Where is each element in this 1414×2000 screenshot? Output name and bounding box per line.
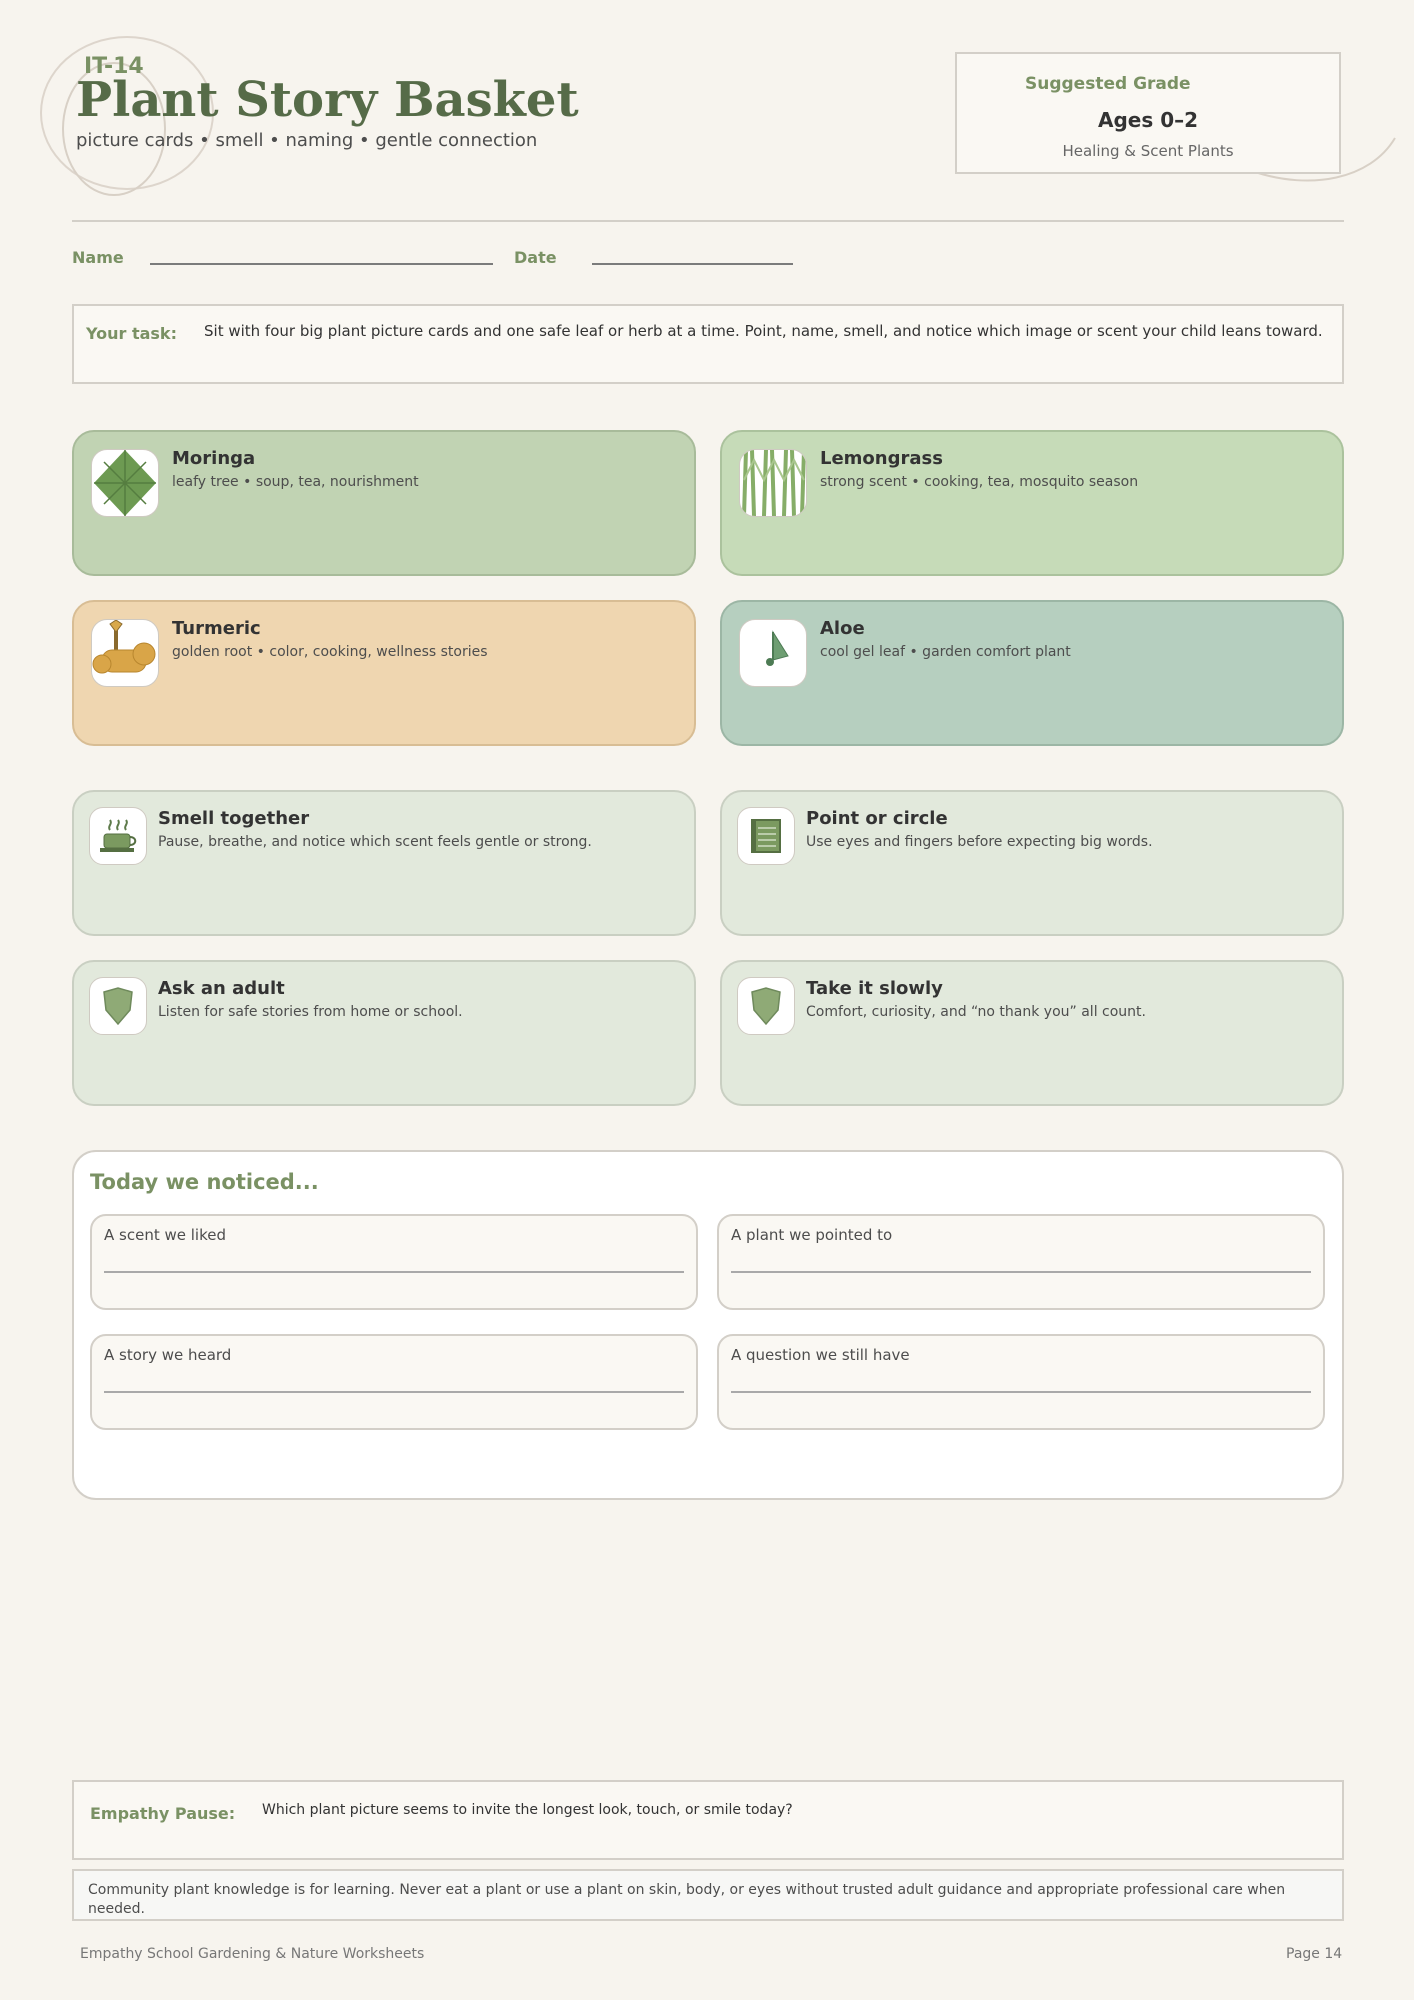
plant-description: strong scent • cooking, tea, mosquito season bbox=[820, 474, 1139, 490]
today-we-noticed-section bbox=[72, 1150, 1344, 1500]
tip-description: Use eyes and fingers before expecting big words. bbox=[806, 834, 1153, 850]
writing-line bbox=[104, 1391, 684, 1393]
task-text: Sit with four big plant picture cards and one safe leaf or herb at a time. Point, name, smell, and notice which image or scent your child leans toward. bbox=[204, 322, 1323, 340]
plant-card-moringa[interactable] bbox=[72, 430, 696, 576]
empathy-text: Which plant picture seems to invite the longest look, touch, or smile today? bbox=[262, 1802, 793, 1818]
grade-label: Suggested Grade bbox=[1025, 74, 1191, 94]
writing-line bbox=[731, 1271, 1311, 1273]
writing-line bbox=[731, 1391, 1311, 1393]
shield-leaf-icon bbox=[89, 977, 147, 1035]
lemongrass-icon bbox=[739, 449, 807, 517]
name-field[interactable] bbox=[150, 263, 493, 265]
page-title: Plant Story Basket bbox=[76, 72, 579, 128]
suggested-grade-box bbox=[955, 52, 1341, 174]
tip-title: Point or circle bbox=[806, 808, 948, 829]
task-box bbox=[72, 304, 1344, 384]
plant-name: Turmeric bbox=[172, 618, 261, 639]
plant-description: leafy tree • soup, tea, nourishment bbox=[172, 474, 419, 490]
notice-box-label: A plant we pointed to bbox=[731, 1226, 893, 1244]
task-label: Your task: bbox=[86, 324, 177, 343]
moringa-leaf-icon bbox=[91, 449, 159, 517]
plant-name: Aloe bbox=[820, 618, 865, 639]
empathy-label: Empathy Pause: bbox=[90, 1804, 236, 1823]
tip-title: Take it slowly bbox=[806, 978, 943, 999]
tip-title: Smell together bbox=[158, 808, 310, 829]
writing-line bbox=[104, 1271, 684, 1273]
turmeric-root-icon bbox=[91, 619, 159, 687]
notice-box-question[interactable] bbox=[717, 1334, 1325, 1430]
aloe-icon bbox=[739, 619, 807, 687]
plant-description: cool gel leaf • garden comfort plant bbox=[820, 644, 1071, 660]
name-label: Name bbox=[72, 248, 124, 267]
tip-description: Listen for safe stories from home or school. bbox=[158, 1004, 463, 1020]
safety-disclaimer bbox=[72, 1869, 1344, 1921]
notice-box-plant[interactable] bbox=[717, 1214, 1325, 1310]
tip-title: Ask an adult bbox=[158, 978, 285, 999]
notice-box-label: A question we still have bbox=[731, 1346, 910, 1364]
disclaimer-text: Community plant knowledge is for learning. Never eat a plant or use a plant on skin, body, or eyes without trusted adult guidance and appropriate professional care when needed. bbox=[88, 1882, 1286, 1917]
notice-box-scent[interactable] bbox=[90, 1214, 698, 1310]
grade-value: Ages 0–2 bbox=[1097, 108, 1199, 132]
plant-card-lemongrass[interactable] bbox=[720, 430, 1344, 576]
tip-card-smell-together bbox=[72, 790, 696, 936]
tip-description: Pause, breathe, and notice which scent feels gentle or strong. bbox=[158, 834, 592, 850]
plant-name: Moringa bbox=[172, 448, 256, 469]
tip-description: Comfort, curiosity, and “no thank you” all count. bbox=[806, 1004, 1146, 1020]
grade-subtitle: Healing & Scent Plants bbox=[1062, 142, 1234, 160]
header-divider bbox=[72, 220, 1344, 222]
notice-box-story[interactable] bbox=[90, 1334, 698, 1430]
notice-box-label: A scent we liked bbox=[104, 1226, 226, 1244]
section-title: Today we noticed... bbox=[90, 1170, 319, 1194]
date-field[interactable] bbox=[592, 263, 793, 265]
notebook-icon bbox=[737, 807, 795, 865]
plant-card-aloe[interactable] bbox=[720, 600, 1344, 746]
page-subtitle: picture cards • smell • naming • gentle connection bbox=[76, 130, 538, 151]
plant-description: golden root • color, cooking, wellness stories bbox=[172, 644, 488, 660]
footer-publisher: Empathy School Gardening & Nature Worksheets bbox=[80, 1946, 425, 1962]
plant-name: Lemongrass bbox=[820, 448, 943, 469]
shield-leaf-icon bbox=[737, 977, 795, 1035]
worksheet-code: IT-14 bbox=[84, 54, 144, 79]
empathy-pause-box bbox=[72, 1780, 1344, 1860]
steaming-cup-icon bbox=[89, 807, 147, 865]
tip-card-point-or-circle bbox=[720, 790, 1344, 936]
plant-card-turmeric[interactable] bbox=[72, 600, 696, 746]
date-label: Date bbox=[514, 248, 557, 267]
tip-card-take-it-slowly bbox=[720, 960, 1344, 1106]
tip-card-ask-an-adult bbox=[72, 960, 696, 1106]
notice-box-label: A story we heard bbox=[104, 1346, 232, 1364]
page-number: Page 14 bbox=[1286, 1946, 1343, 1962]
